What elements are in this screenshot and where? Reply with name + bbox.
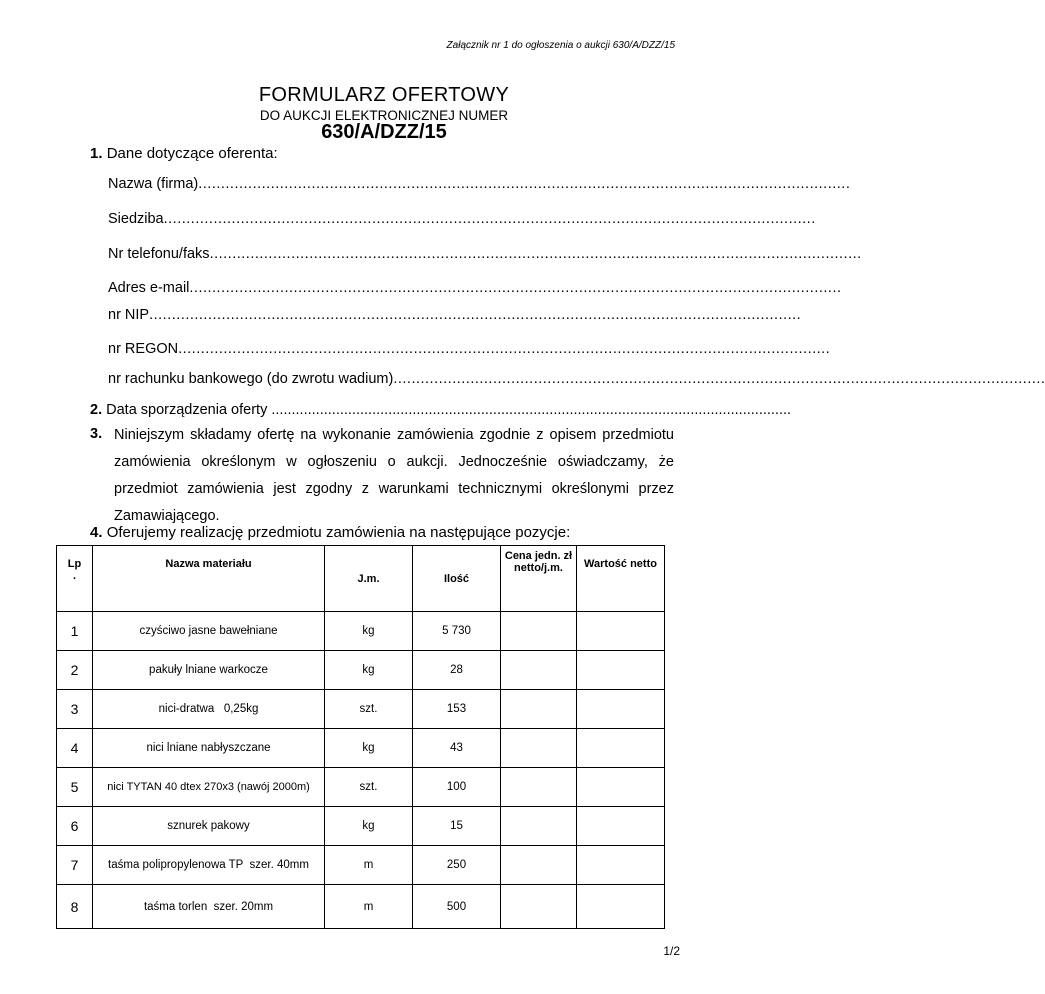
header-unit: J.m. <box>325 546 413 612</box>
section-1-heading <box>90 145 278 162</box>
form-subtitle: DO AUKCJI ELEKTRONICZNEJ NUMER <box>259 108 509 123</box>
cell-value[interactable] <box>577 729 665 768</box>
cell-name: czyściwo jasne bawełniane <box>93 612 325 651</box>
field-regon[interactable]: nr REGON................................................................................................................................................ <box>108 341 831 357</box>
field-email[interactable]: Adres e-mail................................................................................................................................................ <box>108 280 842 296</box>
field-label: Siedziba <box>108 211 164 227</box>
cell-name: taśma polipropylenowa TP szer. 40mm <box>93 846 325 885</box>
table-row <box>57 768 665 807</box>
cell-unit: kg <box>325 729 413 768</box>
field-label: Adres e-mail <box>108 280 190 296</box>
section-1-title: Dane dotyczące oferenta: <box>106 145 278 162</box>
table-row <box>57 651 665 690</box>
field-company-name[interactable]: Nazwa (firma)................................................................................................................................................ <box>108 176 851 192</box>
cell-qty: 250 <box>413 846 501 885</box>
cell-lp: 6 <box>57 807 93 846</box>
cell-lp: 1 <box>57 612 93 651</box>
cell-qty: 500 <box>413 885 501 929</box>
section-3-text: Niniejszym składamy ofertę na wykonanie zamówienia zgodnie z opisem przedmiotu zamówienia określonym w ogłoszeniu o aukcji. Jednocześnie oświadczamy, że przedmiot zamówienia jest zgodny z warunkami technicznymi określonymi przez Zamawiającego. <box>114 427 674 524</box>
section-2-number: 2. <box>90 402 103 418</box>
cell-lp: 8 <box>57 885 93 929</box>
cell-value[interactable] <box>577 846 665 885</box>
field-label: nr NIP <box>108 307 150 323</box>
section-2[interactable]: 2. Data sporządzenia oferty ................................................................................................................................. <box>90 402 792 418</box>
cell-qty: 28 <box>413 651 501 690</box>
section-4-heading <box>90 524 570 541</box>
cell-price[interactable] <box>501 768 577 807</box>
cell-value[interactable] <box>577 768 665 807</box>
cell-price[interactable] <box>501 885 577 929</box>
cell-lp: 2 <box>57 651 93 690</box>
cell-qty: 153 <box>413 690 501 729</box>
cell-qty: 43 <box>413 729 501 768</box>
cell-price[interactable] <box>501 729 577 768</box>
page-number: 1/2 <box>663 944 680 958</box>
header-name: Nazwa materiału <box>93 546 325 612</box>
table-row <box>57 690 665 729</box>
section-3-number: 3. <box>90 426 103 442</box>
cell-price[interactable] <box>501 651 577 690</box>
section-4-number: 4. <box>90 524 103 541</box>
cell-unit: kg <box>325 612 413 651</box>
cell-qty: 5 730 <box>413 612 501 651</box>
field-phone-fax[interactable]: Nr telefonu/faks................................................................................................................................................ <box>108 246 862 262</box>
table-row <box>57 807 665 846</box>
table-header-row <box>57 546 665 612</box>
cell-lp: 7 <box>57 846 93 885</box>
cell-unit: kg <box>325 807 413 846</box>
cell-price[interactable] <box>501 807 577 846</box>
cell-value[interactable] <box>577 885 665 929</box>
field-label: Nazwa (firma) <box>108 176 199 192</box>
table-row <box>57 846 665 885</box>
cell-lp: 5 <box>57 768 93 807</box>
field-label: nr REGON <box>108 341 179 357</box>
table-row <box>57 729 665 768</box>
section-1-number: 1. <box>90 145 103 162</box>
cell-price[interactable] <box>501 846 577 885</box>
cell-unit: szt. <box>325 690 413 729</box>
cell-unit: m <box>325 885 413 929</box>
cell-price[interactable] <box>501 612 577 651</box>
cell-lp: 4 <box>57 729 93 768</box>
section-3-number-wrap <box>90 426 102 442</box>
cell-unit: szt. <box>325 768 413 807</box>
cell-lp: 3 <box>57 690 93 729</box>
table-row <box>57 612 665 651</box>
cell-unit: kg <box>325 651 413 690</box>
field-bank-account[interactable]: nr rachunku bankowego (do zwrotu wadium)................................................................................................................................................ <box>108 371 1045 387</box>
attachment-note: Załącznik nr 1 do ogłoszenia o aukcji 630/A/DZZ/15 <box>446 40 675 51</box>
header-price: Cena jedn. zł netto/j.m. <box>501 546 577 612</box>
items-table <box>56 545 665 929</box>
cell-name: nici-dratwa 0,25kg <box>93 690 325 729</box>
form-title: FORMULARZ OFERTOWY <box>258 84 510 106</box>
cell-name: sznurek pakowy <box>93 807 325 846</box>
header-lp: Lp . <box>57 546 93 612</box>
cell-name: pakuły lniane warkocze <box>93 651 325 690</box>
section-2-title: Data sporządzenia oferty <box>106 402 272 418</box>
header-value: Wartość netto <box>577 546 665 612</box>
section-4-title: Oferujemy realizację przedmiotu zamówienia na następujące pozycje: <box>106 524 571 541</box>
cell-name: taśma torlen szer. 20mm <box>93 885 325 929</box>
cell-price[interactable] <box>501 690 577 729</box>
cell-value[interactable] <box>577 690 665 729</box>
field-seat[interactable]: Siedziba................................................................................................................................................ <box>108 211 816 227</box>
field-nip[interactable]: nr NIP................................................................................................................................................ <box>108 307 802 323</box>
cell-name: nici TYTAN 40 dtex 270x3 (nawój 2000m) <box>93 768 325 807</box>
auction-number: 630/A/DZZ/15 <box>321 121 447 143</box>
table-row <box>57 885 665 929</box>
cell-qty: 15 <box>413 807 501 846</box>
header-qty: Ilość <box>413 546 501 612</box>
field-label: nr rachunku bankowego (do zwrotu wadium) <box>108 371 394 387</box>
cell-value[interactable] <box>577 651 665 690</box>
cell-value[interactable] <box>577 807 665 846</box>
cell-value[interactable] <box>577 612 665 651</box>
field-label: Nr telefonu/faks <box>108 246 210 262</box>
cell-unit: m <box>325 846 413 885</box>
cell-qty: 100 <box>413 768 501 807</box>
cell-name: nici lniane nabłyszczane <box>93 729 325 768</box>
